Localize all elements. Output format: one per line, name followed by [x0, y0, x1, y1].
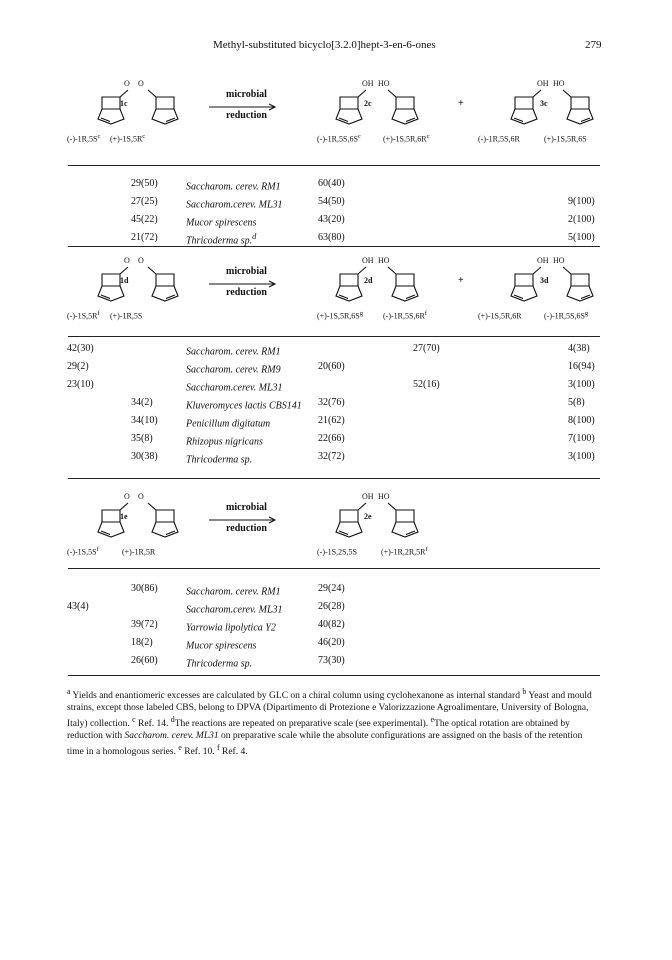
- hydroxyl-label: OH: [537, 79, 549, 88]
- product-3-yield: 5(8): [568, 397, 585, 408]
- bicyclic-structure: [92, 264, 136, 302]
- organism-name: [186, 232, 256, 246]
- configuration-label: [544, 310, 588, 321]
- substrate-minus-yield: 45(22): [131, 214, 158, 225]
- product-3-yield: 8(100): [568, 415, 595, 426]
- bicyclic-structure: [140, 500, 184, 538]
- configuration-footnote-mark: c: [142, 133, 146, 140]
- bicyclic-structure: [92, 500, 136, 538]
- running-title: Methyl-substituted bicyclo[3.2.0]hept-3-en-6-ones: [213, 39, 436, 51]
- configuration-label: [110, 133, 145, 144]
- compound-label-product-2: 2e: [364, 512, 372, 521]
- bicyclic-structure: [380, 264, 424, 302]
- product-2-yield: 26(28): [318, 601, 345, 612]
- substrate-plus-yield: 42(30): [67, 343, 94, 354]
- arrow-label-microbial: microbial: [226, 89, 267, 100]
- compound-label-product-3: 3c: [540, 99, 548, 108]
- configuration-text: (-)-1R,5S: [67, 134, 98, 144]
- substrate-minus-yield: 29(50): [131, 178, 158, 189]
- configuration-label: [67, 310, 100, 321]
- organism-text: Saccharom. cerev. RM9: [186, 364, 281, 376]
- product-3-yield: 16(94): [568, 361, 595, 372]
- substrate-minus-yield: 26(60): [131, 655, 158, 666]
- organism-text: Saccharom.cerev. ML31: [186, 604, 283, 616]
- configuration-footnote-mark: c: [97, 133, 101, 140]
- configuration-label: [122, 546, 155, 557]
- bicyclic-structure: [140, 264, 184, 302]
- substrate-minus-yield: 21(72): [131, 232, 158, 243]
- hydroxyl-label: HO: [378, 79, 390, 88]
- configuration-text: (+)-1R,2R,5R: [381, 547, 426, 557]
- compound-label-product-3: 3d: [540, 276, 549, 285]
- plus-sign: +: [458, 98, 464, 109]
- substrate-minus-yield: 18(2): [131, 637, 153, 648]
- configuration-label: [383, 133, 430, 144]
- organism-name: [186, 583, 281, 597]
- configuration-label: [67, 133, 100, 144]
- substrate-plus-yield: 23(10): [67, 379, 94, 390]
- product-3-yield: 3(100): [568, 379, 595, 390]
- substrate-minus-yield: 35(8): [131, 433, 153, 444]
- configuration-text: (-)-1S,5R: [67, 311, 98, 321]
- organism-name: [186, 196, 283, 210]
- organism-text: Saccharom.cerev. ML31: [186, 382, 283, 394]
- hydroxyl-label: OH: [362, 256, 374, 265]
- footnote-e: $^e$The optical rotation are obtained by reduction with Saccharom. cerev. ML31 on preparative scale while the absolute configurations are assigned on the basis of the retention time in a homologous series.: [67, 715, 583, 758]
- configuration-label: [381, 546, 428, 557]
- product-2-alt-yield: 27(70): [413, 343, 440, 354]
- substrate-minus-yield: 27(25): [131, 196, 158, 207]
- oxygen-label: O: [138, 492, 144, 501]
- product-3-yield: 7(100): [568, 433, 595, 444]
- configuration-text: (-)-1S,5S: [67, 547, 97, 557]
- product-2-yield: 43(20): [318, 214, 345, 225]
- organism-text: Saccharom. cerev. RM1: [186, 346, 281, 358]
- arrow-label-reduction: reduction: [226, 287, 267, 298]
- product-2-yield: 32(76): [318, 397, 345, 408]
- product-3-yield: 4(38): [568, 343, 590, 354]
- footnotes: [67, 686, 599, 758]
- configuration-label: [383, 310, 427, 321]
- substrate-minus-yield: 30(38): [131, 451, 158, 462]
- configuration-text: (+)-1S,5R,6R: [478, 311, 522, 321]
- hydroxyl-label: HO: [553, 256, 565, 265]
- footnote-b: $^b$ Yeast and mould strains, except those labeled CBS, belong to DPVA (Dipartimento di Protezione e Valorizzazione Agroalimentare, University of Bologna, Italy) collection.: [67, 687, 592, 730]
- configuration-text: (-)-1R,5S,6R: [383, 311, 425, 321]
- organism-text: Saccharom. cerev. RM1: [186, 586, 281, 598]
- configuration-footnote-mark: f: [96, 546, 99, 553]
- substrate-minus-yield: 39(72): [131, 619, 158, 630]
- product-3-yield: 5(100): [568, 232, 595, 243]
- compound-label-substrate: 1e: [120, 512, 128, 521]
- product-2-yield: 73(30): [318, 655, 345, 666]
- configuration-label: [110, 310, 142, 321]
- organism-name: [186, 451, 252, 465]
- product-2-yield: 60(40): [318, 178, 345, 189]
- section-divider: [68, 568, 600, 569]
- configuration-footnote-mark: g: [584, 310, 589, 317]
- product-3-yield: 9(100): [568, 196, 595, 207]
- product-2-yield: 21(62): [318, 415, 345, 426]
- configuration-text: (-)-1R,5S,6S: [317, 134, 358, 144]
- configuration-text: (+)-1S,5R: [110, 134, 143, 144]
- organism-text: Yarrowia lipolytica Y2: [186, 622, 276, 634]
- configuration-label: [317, 546, 357, 557]
- plus-sign: +: [458, 275, 464, 286]
- hydroxyl-label: OH: [537, 256, 549, 265]
- bicyclic-structure: [555, 264, 599, 302]
- substrate-plus-yield: 43(4): [67, 601, 89, 612]
- bicyclic-structure: [380, 500, 424, 538]
- compound-label-substrate: 1c: [120, 99, 128, 108]
- hydroxyl-label: HO: [378, 492, 390, 501]
- hydroxyl-label: OH: [362, 492, 374, 501]
- organism-footnote-mark: d: [252, 232, 257, 241]
- organism-text: Thricoderma sp.: [186, 235, 253, 247]
- organism-name: [186, 214, 256, 228]
- footnote-c: $^c$ Ref. 14.: [132, 715, 169, 730]
- organism-text: Thricoderma sp.: [186, 454, 253, 466]
- product-2-yield: 29(24): [318, 583, 345, 594]
- bicyclic-structure: [555, 87, 599, 125]
- organism-name: [186, 178, 281, 192]
- product-2-yield: 46(20): [318, 637, 345, 648]
- section-divider: [68, 165, 600, 166]
- configuration-text: (+)-1S,5R,6S: [317, 311, 360, 321]
- organism-text: Kluveromyces lactis CBS141: [186, 400, 302, 412]
- configuration-text: (-)-1R,5S,6S: [544, 311, 585, 321]
- configuration-footnote-mark: f: [425, 546, 428, 553]
- bicyclic-structure: [140, 87, 184, 125]
- configuration-footnote-mark: c: [357, 133, 361, 140]
- configuration-label: [544, 133, 587, 144]
- compound-label-substrate: 1d: [120, 276, 129, 285]
- configuration-text: (+)-1S,5R,6S: [544, 134, 587, 144]
- organism-text: Mucor spirescens: [186, 217, 257, 229]
- product-3-yield: 3(100): [568, 451, 595, 462]
- hydroxyl-label: HO: [378, 256, 390, 265]
- organism-text: Rhizopus nigricans: [186, 436, 263, 448]
- footnote-e-ref: $^e$ Ref. 10.: [178, 743, 215, 758]
- hydroxyl-label: OH: [362, 79, 374, 88]
- organism-name: [186, 619, 276, 633]
- configuration-footnote-mark: g: [359, 310, 364, 317]
- product-2-yield: 63(80): [318, 232, 345, 243]
- configuration-label: [317, 133, 361, 144]
- oxygen-label: O: [138, 256, 144, 265]
- organism-text: Saccharom. cerev. RM1: [186, 181, 281, 193]
- product-3-yield: 2(100): [568, 214, 595, 225]
- footnote-a: $^a$ Yields and enantiomeric excesses are calculated by GLC on a chiral column using cyclohexanone as internal standard: [67, 687, 520, 702]
- footnote-f: $^f$ Ref. 4.: [216, 743, 248, 758]
- configuration-text: (+)-1S,5R,6R: [383, 134, 427, 144]
- product-2-yield: 32(72): [318, 451, 345, 462]
- product-2-alt-yield: 52(16): [413, 379, 440, 390]
- configuration-footnote-mark: c: [426, 133, 430, 140]
- configuration-text: (+)-1R,5R: [122, 547, 156, 557]
- organism-text: Saccharom.cerev. ML31: [186, 199, 283, 211]
- organism-name: [186, 655, 252, 669]
- configuration-label: [478, 133, 520, 144]
- oxygen-label: O: [124, 79, 130, 88]
- arrow-label-reduction: reduction: [226, 110, 267, 121]
- configuration-label: [478, 310, 522, 321]
- organism-name: [186, 637, 256, 651]
- section-divider: [68, 246, 600, 247]
- hydroxyl-label: HO: [553, 79, 565, 88]
- product-2-yield: 54(50): [318, 196, 345, 207]
- bicyclic-structure: [380, 87, 424, 125]
- configuration-footnote-mark: f: [97, 310, 100, 317]
- substrate-minus-yield: 34(2): [131, 397, 153, 408]
- section-divider: [68, 336, 600, 337]
- compound-label-product-2: 2c: [364, 99, 372, 108]
- organism-text: Thricoderma sp.: [186, 658, 253, 670]
- product-2-yield: 20(60): [318, 361, 345, 372]
- substrate-plus-yield: 29(2): [67, 361, 89, 372]
- organism-name: [186, 343, 281, 357]
- section-divider: [68, 478, 600, 479]
- organism-name: [186, 361, 281, 375]
- oxygen-label: O: [138, 79, 144, 88]
- configuration-text: (+)-1R,5S: [110, 311, 143, 321]
- configuration-text: (-)-1R,5S,6R: [478, 134, 520, 144]
- organism-name: [186, 379, 283, 393]
- page-number: 279: [585, 39, 602, 51]
- substrate-minus-yield: 34(10): [131, 415, 158, 426]
- product-2-yield: 22(66): [318, 433, 345, 444]
- configuration-label: [317, 310, 363, 321]
- organism-text: Mucor spirescens: [186, 640, 257, 652]
- organism-text: Penicillum digitatum: [186, 418, 271, 430]
- product-2-yield: 40(82): [318, 619, 345, 630]
- organism-name: [186, 433, 263, 447]
- arrow-label-microbial: microbial: [226, 266, 267, 277]
- configuration-text: (-)-1S,2S,5S: [317, 547, 358, 557]
- section-divider: [68, 675, 600, 676]
- configuration-label: [67, 546, 99, 557]
- arrow-label-reduction: reduction: [226, 523, 267, 534]
- oxygen-label: O: [124, 492, 130, 501]
- oxygen-label: O: [124, 256, 130, 265]
- footnote-d: $^d$The reactions are repeated on preparative scale (see experimental).: [170, 715, 429, 730]
- organism-name: [186, 415, 270, 429]
- organism-name: [186, 397, 302, 411]
- organism-name: [186, 601, 283, 615]
- arrow-label-microbial: microbial: [226, 502, 267, 513]
- substrate-minus-yield: 30(86): [131, 583, 158, 594]
- bicyclic-structure: [92, 87, 136, 125]
- configuration-footnote-mark: f: [424, 310, 427, 317]
- compound-label-product-2: 2d: [364, 276, 373, 285]
